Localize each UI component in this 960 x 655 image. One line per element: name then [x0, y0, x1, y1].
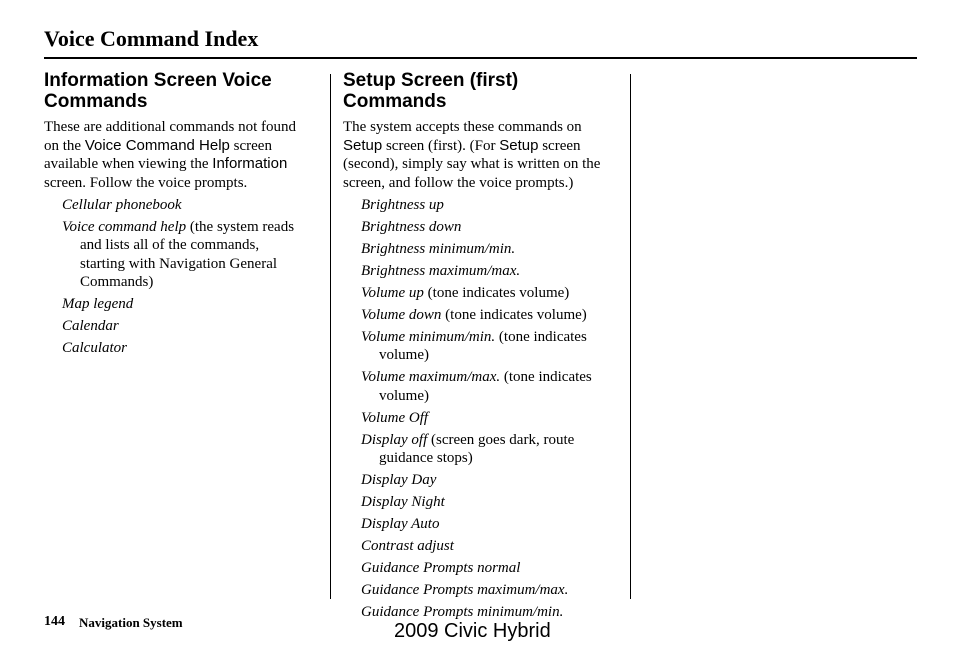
command-item — [361, 493, 619, 512]
command-text: Cellular phonebook — [62, 196, 182, 213]
info-section-title: Information Screen Voice Commands — [44, 70, 272, 112]
footer-title: Navigation System — [79, 615, 183, 630]
command-item — [361, 581, 619, 600]
command-item — [361, 306, 619, 325]
command-text: Voice command help — [62, 218, 187, 235]
command-text: Volume Off — [361, 409, 429, 426]
setup-intro-segment: Setup — [343, 136, 383, 154]
command-item — [361, 431, 619, 468]
command-text: Volume maximum/max. — [361, 369, 501, 385]
command-item — [361, 284, 619, 303]
setup-section-title: Setup Screen (first) Commands — [343, 70, 519, 112]
setup-section-intro — [343, 118, 619, 192]
header-rule — [44, 57, 917, 59]
command-note: (tone indicates volume) — [379, 369, 592, 404]
info-intro-segment: These are additional commands not found on the — [44, 119, 297, 154]
command-text: Volume minimum/min. — [361, 328, 496, 345]
command-item — [62, 317, 306, 336]
info-intro-segment: Information — [212, 155, 288, 172]
watermark: 2009 Civic Hybrid — [394, 620, 551, 642]
info-command-list — [44, 196, 306, 358]
command-text: Brightness down — [361, 218, 462, 235]
command-note: (screen goes dark, route guidance stops) — [379, 431, 575, 466]
command-text: Volume down — [361, 306, 442, 323]
info-section-intro — [44, 118, 306, 192]
command-item — [62, 339, 306, 358]
setup-command-list — [343, 196, 619, 622]
column-divider — [330, 74, 331, 599]
command-text: Brightness maximum/max. — [361, 262, 521, 279]
command-note: (tone indicates volume) — [423, 284, 570, 301]
command-item — [62, 196, 306, 215]
command-text: Guidance Prompts maximum/max. — [361, 582, 569, 598]
setup-section — [343, 70, 619, 622]
info-section — [44, 70, 306, 358]
command-item — [361, 218, 619, 237]
page-number: 144 — [44, 614, 65, 629]
command-text: Display off — [361, 431, 428, 448]
setup-intro-segment: screen (second), simply say what is written on the screen, and follow the voice prompts.) — [343, 137, 601, 191]
command-item — [361, 262, 619, 281]
command-item — [361, 471, 619, 490]
command-note: (the system reads and lists all of the commands, starting with Navigation General Commands) — [80, 218, 295, 290]
command-text: Display Auto — [361, 516, 440, 532]
command-item — [361, 409, 619, 428]
command-item — [361, 328, 619, 365]
info-intro-segment: screen available when viewing the — [44, 137, 272, 172]
command-text: Contrast adjust — [361, 538, 454, 554]
command-text: Map legend — [62, 296, 134, 312]
command-text: Brightness minimum/min. — [361, 240, 516, 257]
command-note: (tone indicates volume) — [379, 328, 587, 363]
command-item — [361, 240, 619, 259]
command-item — [62, 295, 306, 314]
command-text: Calculator — [62, 340, 128, 356]
command-item — [361, 603, 619, 622]
command-item — [361, 196, 619, 215]
setup-intro-segment: screen (first). (For — [382, 137, 500, 154]
command-text: Volume up — [361, 284, 424, 301]
command-item — [361, 537, 619, 556]
command-text: Brightness up — [361, 196, 444, 213]
command-item — [361, 559, 619, 578]
command-item — [62, 218, 306, 292]
column-divider — [630, 74, 631, 599]
setup-intro-segment: The system accepts these commands on — [343, 119, 582, 135]
command-item — [361, 368, 619, 405]
info-intro-segment: screen. Follow the voice prompts. — [44, 174, 248, 191]
command-note: (tone indicates volume) — [441, 306, 587, 323]
info-intro-segment: Voice Command Help — [84, 136, 230, 154]
page-title: Voice Command Index — [44, 26, 259, 51]
command-item — [361, 515, 619, 534]
command-text: Display Night — [361, 494, 445, 510]
command-text: Guidance Prompts minimum/min. — [361, 604, 564, 620]
command-text: Calendar — [62, 318, 119, 334]
command-text: Display Day — [361, 472, 437, 488]
command-text: Guidance Prompts normal — [361, 560, 521, 576]
setup-intro-segment: Setup — [499, 136, 539, 154]
